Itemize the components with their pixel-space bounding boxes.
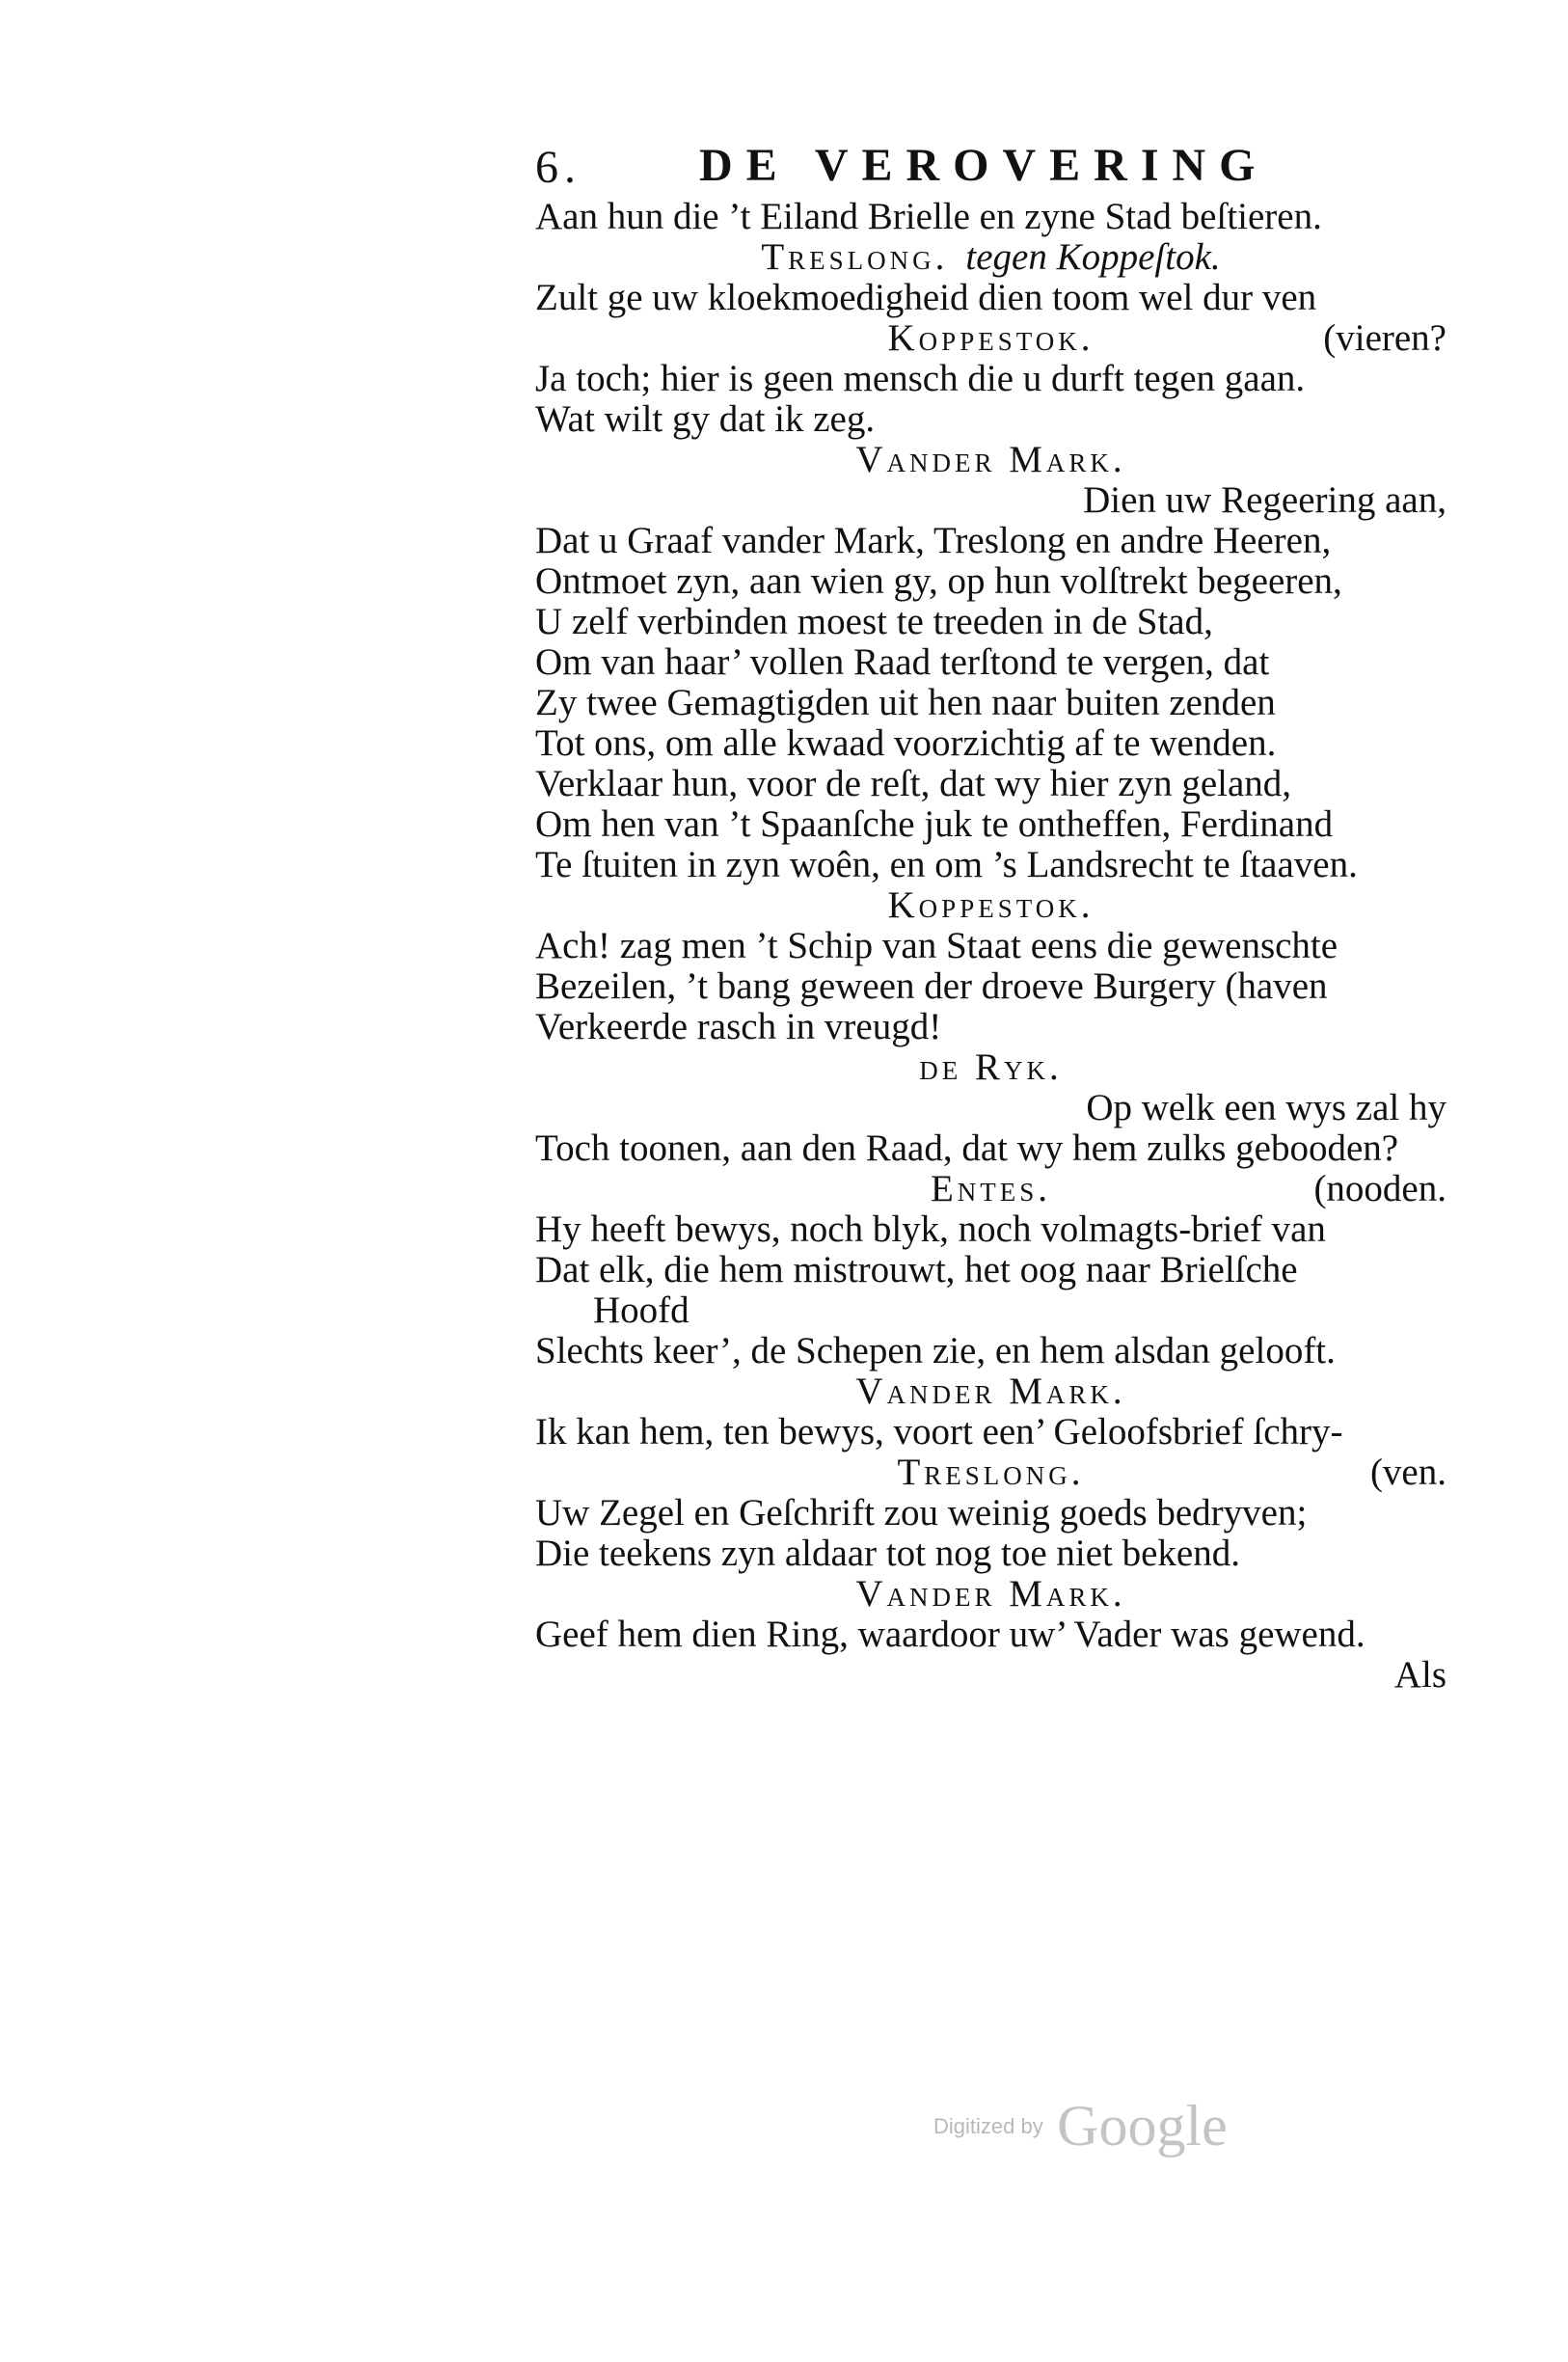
verse-line: Wat wilt gy dat ik zeg.: [535, 398, 876, 440]
speaker-heading: [535, 318, 1446, 359]
verse-line: Zult ge uw kloekmoedigheid dien toom wel dur ven: [535, 277, 1317, 318]
speaker-heading: [535, 1371, 1446, 1412]
verse-line: Hoofd: [593, 1290, 689, 1331]
verse-line: Om hen van ’t Spaanſche juk te ontheffen, Ferdinand: [535, 803, 1334, 845]
verse-line: Aan hun die ’t Eiland Brielle en zyne Stad beſtieren.: [535, 196, 1322, 237]
verse-line: Tot ons, om alle kwaad voorzichtig af te wenden.: [535, 722, 1277, 764]
running-title: DE VEROVERING: [699, 140, 1269, 191]
verse-line: Verkeerde rasch in vreugd!: [535, 1006, 942, 1047]
verse-line: Dat u Graaf vander Mark, Treslong en andre Heeren,: [535, 520, 1332, 561]
verse-line: Ontmoet zyn, aan wien gy, op hun volſtrekt begeeren,: [535, 560, 1342, 602]
speaker-name: Treslong.: [897, 1452, 1085, 1493]
verse-line: Slechts keer’, de Schepen zie, en hem alsdan gelooft.: [535, 1330, 1336, 1371]
verse-lines: [535, 197, 1446, 1696]
page-number: 6.: [535, 142, 581, 193]
verse-line: U zelf verbinden moest te treeden in de Stad,: [535, 601, 1213, 642]
speaker-heading: [535, 1574, 1446, 1615]
verse-line: Die teekens zyn aldaar tot nog toe niet bekend.: [535, 1533, 1240, 1574]
google-logo: Google: [1057, 2094, 1228, 2158]
verse-overflow-note: (nooden.: [1313, 1168, 1446, 1209]
verse-line: Ach! zag men ’t Schip van Staat eens die gewenschte: [535, 925, 1338, 966]
speaker-name: Entes.: [930, 1168, 1052, 1209]
speaker-name: Koppestok.: [887, 317, 1095, 359]
verse-line: Dien uw Regeering aan,: [1083, 479, 1446, 521]
digitized-watermark: [933, 2093, 1228, 2159]
speaker-name: Koppestok.: [887, 884, 1095, 926]
speaker-name: de Ryk.: [919, 1046, 1063, 1088]
stage-direction: tegen Koppeſtok.: [965, 236, 1221, 278]
speaker-heading: [535, 1452, 1446, 1493]
speaker-heading: [535, 1169, 1446, 1209]
verse-line: Op welk een wys zal hy: [1086, 1087, 1446, 1128]
verse-line: Ja toch; hier is geen mensch die u durft tegen gaan.: [535, 358, 1306, 399]
verse-line: Ik kan hem, ten bewys, voort een’ Geloofsbrief ſchry-: [535, 1411, 1343, 1452]
verse-line: Om van haar’ vollen Raad terſtond te vergen, dat: [535, 641, 1270, 683]
speaker-name: Vander Mark.: [855, 1371, 1126, 1412]
speaker-heading: [535, 440, 1446, 480]
verse-line: Verklaar hun, voor de reſt, dat wy hier zyn geland,: [535, 763, 1292, 804]
verse-line: Te ſtuiten in zyn woên, en om ’s Landsrecht te ſtaaven.: [535, 844, 1358, 885]
verse-overflow-note: (vieren?: [1323, 317, 1446, 359]
verse-line: Bezeilen, ’t bang geween der droeve Burgery (haven: [535, 965, 1328, 1007]
page-header: [535, 135, 1446, 197]
verse-overflow-note: (ven.: [1369, 1452, 1446, 1493]
page-text-block: [535, 135, 1446, 1696]
speaker-name: Vander Mark.: [855, 439, 1126, 480]
verse-line: Hy heeft bewys, noch blyk, noch volmagts-brief van: [535, 1208, 1326, 1250]
speaker-heading: [535, 237, 1446, 278]
speaker-heading: [535, 885, 1446, 926]
verse-line: Toch toonen, aan den Raad, dat wy hem zulks gebooden?: [535, 1127, 1399, 1169]
speaker-name: Vander Mark.: [855, 1573, 1126, 1615]
verse-line: Geef hem dien Ring, waardoor uw’ Vader was gewend.: [535, 1614, 1365, 1655]
speaker-heading: [535, 1047, 1446, 1088]
verse-line: Dat elk, die hem mistrouwt, het oog naar Brielſche: [535, 1249, 1298, 1290]
verse-line: Uw Zegel en Geſchrift zou weinig goeds bedryven;: [535, 1492, 1308, 1534]
catchword: Als: [1393, 1654, 1446, 1696]
speaker-name: Treslong.: [761, 236, 949, 278]
watermark-prefix: Digitized by: [933, 2113, 1043, 2138]
verse-line: Zy twee Gemagtigden uit hen naar buiten zenden: [535, 682, 1276, 723]
